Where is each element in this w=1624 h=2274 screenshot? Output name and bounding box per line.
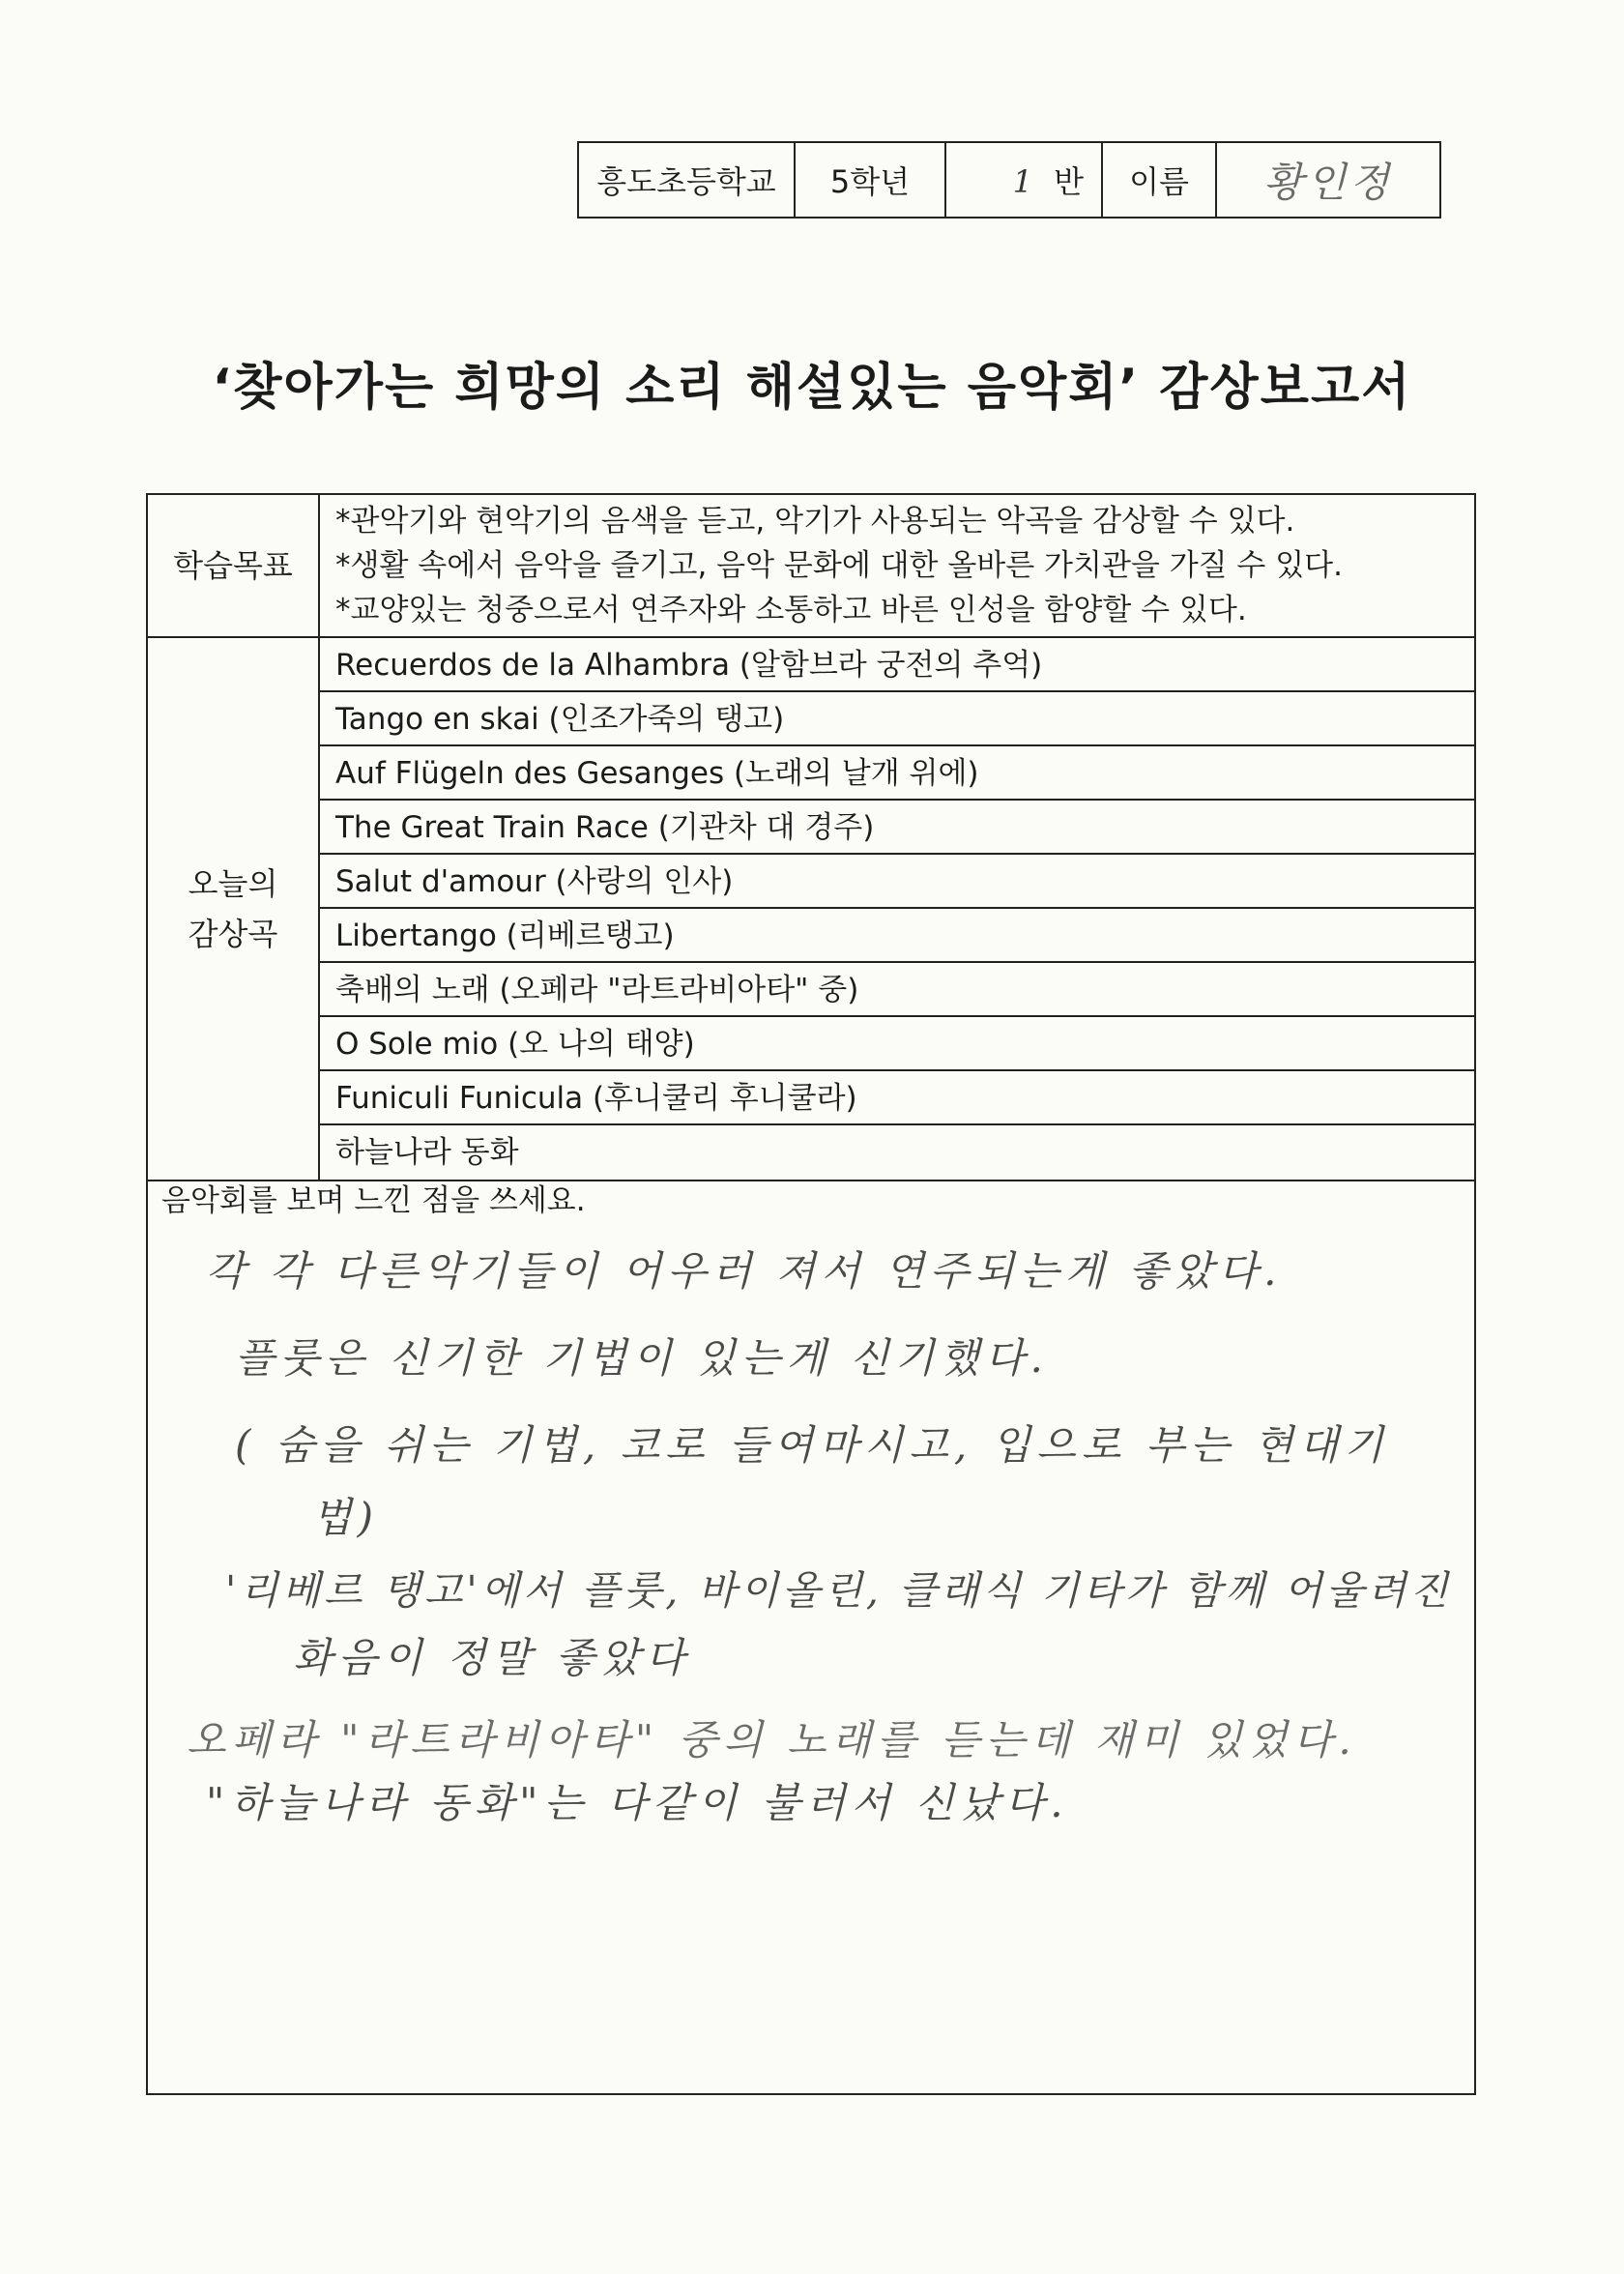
- name-label: 이름: [1102, 142, 1216, 218]
- objective-item: *생활 속에서 음악을 즐기고, 음악 문화에 대한 올바른 가치관을 가질 수 있다.: [335, 548, 1343, 583]
- class-number: 1: [1012, 163, 1033, 200]
- handwritten-line: 화음이 정말 좋았다: [293, 1634, 691, 1681]
- student-name-handwritten: 황인정: [1263, 159, 1393, 206]
- handwritten-line: 오페라 "라트라비아타" 중의 노래를 듣는데 재미 있었다.: [187, 1716, 1357, 1764]
- song-item: The Great Train Race (기관차 대 경주): [320, 801, 1474, 855]
- grade: 5학년: [795, 142, 945, 218]
- songs-label-line: 감상곡: [188, 916, 278, 952]
- song-item: O Sole mio (오 나의 태양): [320, 1017, 1474, 1071]
- songs-row: [148, 638, 1474, 1181]
- song-item: Tango en skai (인조가죽의 탱고): [320, 692, 1474, 746]
- handwritten-line: ( 숨을 쉬는 기법, 코로 들여마시고, 입으로 부는 현대기: [235, 1421, 1389, 1469]
- objectives-label: 학습목표: [148, 495, 320, 636]
- handwritten-line: '리베르 탱고'에서 플룻, 바이올린, 클래식 기타가 함께 어울려진: [225, 1567, 1452, 1614]
- impression-prompt: 음악회를 보며 느낀 점을 쓰세요.: [161, 1183, 586, 1218]
- class-cell: [945, 142, 1102, 218]
- page-title: ‘찾아가는 희망의 소리 해설있는 음악회’ 감상보고서: [212, 359, 1412, 417]
- song-item: 축배의 노래 (오페라 "라트라비아타" 중): [320, 963, 1474, 1017]
- student-name: [1216, 142, 1440, 218]
- report-table: [146, 493, 1476, 2095]
- song-item: Salut d'amour (사랑의 인사): [320, 855, 1474, 909]
- handwritten-line: 플룻은 신기한 기법이 있는게 신기했다.: [235, 1334, 1049, 1382]
- song-item: Libertango (리베르탱고): [320, 909, 1474, 963]
- school-name: 흥도초등학교: [578, 142, 795, 218]
- student-info-table: [577, 141, 1441, 219]
- handwritten-line: 법): [312, 1494, 379, 1541]
- song-item: Auf Flügeln des Gesanges (노래의 날개 위에): [320, 746, 1474, 801]
- song-item: 하늘나라 동화: [335, 1135, 519, 1170]
- objectives-row: [148, 495, 1474, 638]
- handwritten-line: 각 각 다른악기들이 어우러 져서 연주되는게 좋았다.: [206, 1247, 1283, 1295]
- songs-label-line: 오늘의: [188, 865, 278, 902]
- song-list: [320, 638, 1474, 1180]
- song-item: Funiculi Funicula (후니쿨리 후니쿨라): [320, 1071, 1474, 1125]
- objective-item: *교양있는 청중으로서 연주자와 소통하고 바른 인성을 함양할 수 있다.: [335, 593, 1247, 627]
- songs-label: [148, 638, 320, 1180]
- class-label: 반: [1054, 163, 1084, 200]
- objectives-list: [320, 495, 1474, 636]
- song-item: Recuerdos de la Alhambra (알함브라 궁전의 추억): [320, 638, 1474, 692]
- objective-item: *관악기와 현악기의 음색을 듣고, 악기가 사용되는 악곡을 감상할 수 있다.: [335, 504, 1295, 539]
- impression-box: [148, 1181, 1474, 2093]
- handwritten-line: "하늘나라 동화"는 다같이 불러서 신났다.: [206, 1779, 1069, 1826]
